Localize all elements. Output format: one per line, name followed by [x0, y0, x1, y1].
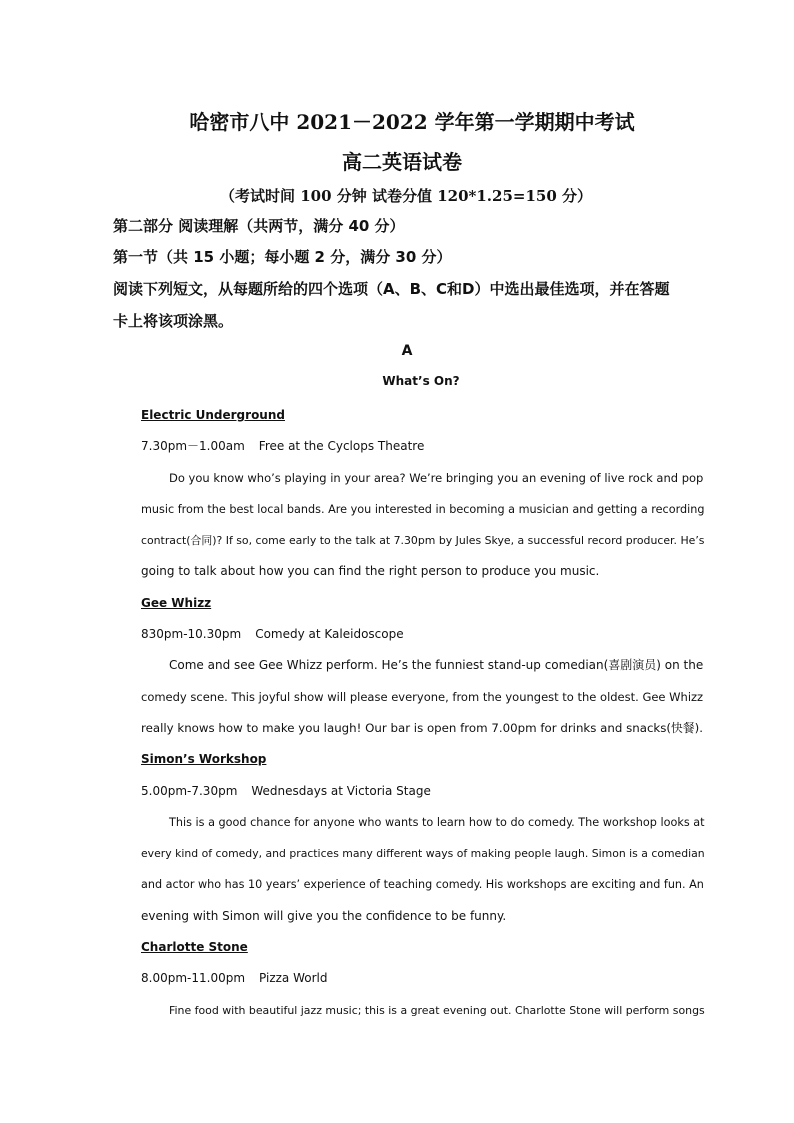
event-description: [113, 807, 703, 932]
event-place: Wednesdays at Victoria Stage: [251, 783, 431, 798]
paragraph-line: music from the best local bands. Are you interested in becoming a musician and getting a recording: [141, 502, 705, 516]
event-time: 8.00pm-11.00pm: [141, 971, 246, 986]
event-name: Simon’s Workshop: [141, 752, 267, 767]
event-place: Comedy at Kaleidoscope: [255, 627, 404, 642]
event-description: [113, 463, 703, 588]
paragraph-line: Fine food with beautiful jazz music; this is a great evening out. Charlotte Stone will perform songs: [169, 1003, 705, 1017]
paragraph-line: and actor who has 10 years’ experience of teaching comedy. His workshops are exciting and fun. An: [141, 878, 704, 892]
exam-subtitle: 高二英语试卷: [342, 150, 462, 174]
event-name: Charlotte Stone: [141, 940, 248, 955]
section-heading: 第一节（共 15 小题；每小题 2 分，满分 30 分）: [113, 248, 452, 266]
event-info: [113, 776, 703, 807]
directions-line-1: 阅读下列短文，从每题所给的四个选项（A、B、C和D）中选出最佳选项，并在答题: [113, 280, 670, 298]
event-name: Electric Underground: [141, 408, 285, 422]
event-time: 7.30pm－1.00am: [141, 439, 245, 454]
passage-label: A: [401, 343, 413, 359]
event-info: [113, 619, 703, 650]
passage-heading: What’s On?: [382, 374, 460, 388]
paragraph-line: Do you know who’s playing in your area? We’re bringing you an evening of live rock and pop: [169, 470, 704, 485]
paragraph-line: comedy scene. This joyful show will please everyone, from the youngest to the oldest. Gee Whizz: [141, 689, 704, 704]
event-description: [113, 995, 703, 1026]
paragraph-line: This is a good chance for anyone who wants to learn how to do comedy. The workshop looks at: [169, 815, 705, 829]
paragraph-line: every kind of comedy, and practices many different ways of making people laugh. Simon is a comedian: [141, 847, 705, 861]
exam-info: （考试时间 100 分钟 试卷分值 120*1.25=150 分）: [220, 187, 592, 205]
paragraph-line: evening with Simon will give you the confidence to be funny.: [141, 908, 507, 923]
event-place: Free at the Cyclops Theatre: [258, 439, 425, 454]
event-time: 5.00pm-7.30pm: [141, 783, 238, 798]
paragraph-line: going to talk about how you can find the right person to produce you music.: [141, 564, 600, 579]
event-time: 830pm-10.30pm: [141, 627, 242, 642]
directions-line-2: 卡上将该项涂黑。: [113, 312, 234, 330]
event-info: [113, 963, 703, 994]
paragraph-line: really knows how to make you laugh! Our bar is open from 7.00pm for drinks and snacks(快餐).: [141, 720, 703, 735]
event-name: Gee Whizz: [141, 595, 212, 610]
exam-title: 哈密市八中 2021－2022 学年第一学期期中考试: [189, 110, 635, 134]
paragraph-line: Come and see Gee Whizz perform. He’s the funniest stand-up comedian(喜剧演员) on the: [169, 658, 704, 673]
part-heading: 第二部分 阅读理解（共两节，满分 40 分）: [113, 217, 405, 235]
event-description: [113, 650, 703, 744]
paragraph-line: contract(合同)? If so, come early to the talk at 7.30pm by Jules Skye, a successful record producer. He’s: [141, 534, 705, 548]
passage-body: [113, 400, 703, 1026]
event-info: [113, 431, 703, 462]
event-place: Pizza World: [259, 971, 328, 986]
